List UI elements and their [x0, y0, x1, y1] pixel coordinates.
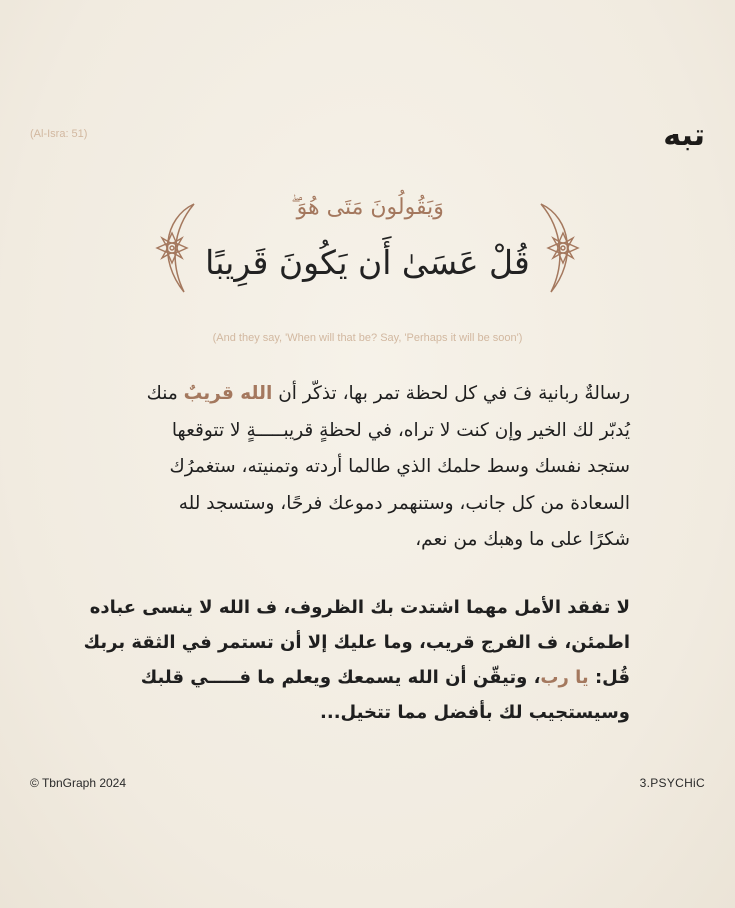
highlight-text: الله قريبٌ [183, 383, 273, 404]
paragraph-line: يُدبّر لك الخير وإن كنت لا تراه، في لحظةٍ قريبـــــةٍ لا تتوقعها [171, 419, 630, 441]
verse-reference: (Al-Isra: 51) [30, 128, 88, 140]
paragraph-line: وسيستجيب لك بأفضل مما تتخيل... [320, 702, 630, 723]
highlight-text: يا رب [540, 667, 589, 688]
text-segment: ، وتيقّن أن الله يسمعك ويعلم ما فـــــي قلبك [140, 667, 541, 688]
paragraph-line [105, 376, 630, 413]
series-label: 3.PSYCHiC [639, 776, 705, 790]
paragraph-line: اطمئن، ف الفرج قريب، وما عليك إلا أن تستمر في الثقة بربك [83, 632, 630, 653]
verse-main-line: قُلْ عَسَىٰ أَن يَكُونَ قَرِيبًا [205, 243, 530, 282]
paragraph-line: ستجد نفسك وسط حلمك الذي طالما أردته وتمنيته، ستغمرُك [169, 456, 630, 477]
verse-translation: (And they say, 'When will that be? Say, 'Perhaps it will be soon') [212, 332, 523, 344]
verse-block [150, 195, 585, 305]
copyright-text: © TbnGraph 2024 [30, 776, 127, 790]
verse-top-line: وَيَقُولُونَ مَتَى هُوَ ۖ [291, 195, 444, 220]
paragraph-line: لا تفقد الأمل مهما اشتدت بك الظروف، ف الله لا ينسى عباده [89, 597, 630, 618]
paragraph-one [105, 376, 630, 559]
text-segment: رسالةٌ ربانية فَ في كل لحظة تمر بها، تذكّر أن [278, 383, 630, 404]
paragraph-line: شكرًا على ما وهبك من نعم، [415, 529, 630, 550]
paragraph-line: السعادة من كل جانب، وستنهمر دموعك فرحًا، وستسجد لله [178, 492, 630, 514]
brand-logo: تبه [663, 118, 705, 153]
text-segment: قُل: [594, 667, 630, 688]
paragraph-line [105, 660, 630, 695]
paragraph-two [83, 590, 630, 730]
text-segment: منك [146, 383, 178, 404]
